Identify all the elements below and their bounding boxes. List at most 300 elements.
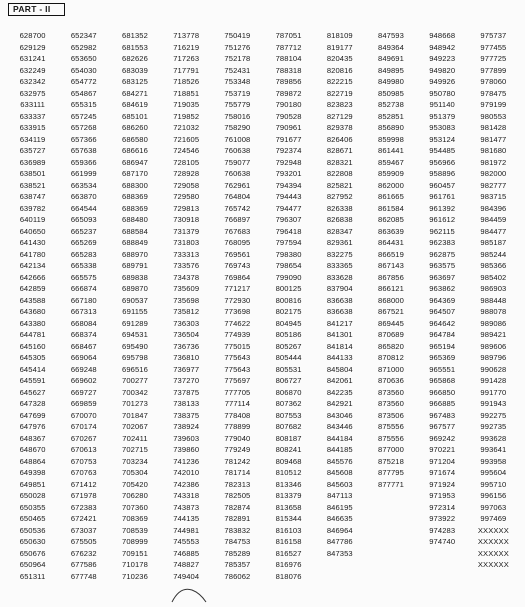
roll-number-cell: 873560 [378,387,404,397]
roll-number-cell: 671978 [70,491,97,500]
roll-number-cell: 769864 [224,272,251,282]
roll-number-cell: 984459 [480,215,507,224]
roll-number-cell: 866121 [378,284,404,293]
roll-number-cell: 792374 [275,146,302,155]
roll-number-cell: 769743 [224,261,251,270]
roll-number-cell: 629129 [19,42,46,52]
roll-number-cell: 833628 [326,272,353,282]
roll-number-cell: 653650 [70,54,97,63]
roll-number-cell: 686947 [122,157,148,167]
roll-number-cell: 665269 [70,238,97,247]
roll-number-cell: 790180 [275,100,302,109]
roll-number-cell: 688369 [122,203,148,213]
roll-number-cell: 670267 [70,433,97,443]
roll-number-cell: 677586 [70,560,97,569]
roll-number-cell: 750419 [224,31,251,40]
roll-number-cell: 650536 [19,525,46,535]
roll-number-cell: 735609 [173,284,200,293]
roll-number-cell: 681553 [122,42,148,52]
roll-number-cell: 665093 [70,215,97,224]
roll-number-cell: 668374 [70,330,97,339]
roll-number-cell: 997469 [480,514,507,523]
roll-number-cell: 686580 [122,134,148,144]
roll-number-cell: 950780 [429,88,456,98]
roll-number-cell: 657638 [70,146,97,155]
roll-number-cell: 748827 [173,560,200,569]
roll-number-cell: 708369 [122,514,148,523]
roll-number-cell: 782313 [224,479,251,489]
roll-number-cell: 875218 [378,456,404,466]
roll-number-cell: 989796 [480,353,507,362]
roll-number-cell: 862085 [378,215,404,224]
roll-number-cell: 738133 [173,399,200,408]
roll-number-cell: 818109 [326,31,353,40]
roll-number-cell: 668467 [70,341,97,351]
roll-number-cell: 961612 [429,215,456,224]
roll-number-cell [314,571,365,583]
roll-number-cell: 787051 [275,31,302,40]
roll-number-cell: 670174 [70,422,97,431]
roll-number-cell: 737270 [173,376,200,385]
roll-number-cell: 689870 [122,284,148,293]
roll-number-cell: 807362 [275,399,302,408]
roll-number-cell: 965868 [429,376,456,385]
roll-number-cell: 816976 [275,560,302,569]
roll-number-cell: 789872 [275,88,302,98]
roll-number-cell: 956966 [429,157,456,167]
roll-number-cell: 657245 [70,111,97,121]
roll-number-cell: 948668 [429,31,456,40]
roll-number-cell: 847593 [378,31,404,40]
roll-number-cell: 964507 [429,307,456,316]
roll-number-cell: 669248 [70,364,97,374]
roll-number-cell: 755779 [224,100,251,109]
roll-number-cell: 991943 [480,399,507,408]
roll-number-cell: 991770 [480,387,507,397]
roll-number-cell: 700342 [122,387,148,397]
roll-number-cell: 762961 [224,180,251,190]
roll-number-cell: 683039 [122,65,148,75]
roll-number-cell: 800816 [275,295,302,305]
roll-number-cell: 768095 [224,238,251,247]
roll-number-cell: 731379 [173,226,200,236]
roll-number-cell: 666874 [70,284,97,293]
roll-number-cell: 778899 [224,422,251,431]
roll-number-cell: 818076 [275,571,302,581]
roll-number-cell: 633915 [19,123,46,132]
roll-number-cell: 870812 [378,353,404,362]
roll-number-cell: 701847 [122,410,148,420]
roll-number-cell: 829378 [326,123,353,132]
roll-number-cell: 659366 [70,157,97,167]
roll-number-cell: 986903 [480,284,507,293]
roll-number-cell: 813379 [275,491,302,500]
roll-number-cell: 859998 [378,134,404,144]
roll-number-cell: 781714 [224,468,251,477]
roll-number-cell: 829361 [326,238,353,247]
roll-number-cell: 875556 [378,422,404,431]
roll-number-cell: 642859 [19,284,46,293]
roll-number-cell: 735698 [173,295,200,305]
roll-number-cell: 954485 [429,146,456,155]
roll-number-cell: 869445 [378,318,404,328]
roll-number-cell: 769561 [224,249,251,259]
roll-number-cell: 856890 [378,123,404,132]
roll-number-cell: 642666 [19,272,46,282]
roll-number-cell: 789856 [275,77,302,86]
roll-number-cell: 734378 [173,272,200,282]
roll-number-cell: 777114 [224,399,251,408]
roll-number-cell: 870689 [378,330,404,339]
roll-number-cell: 707360 [122,502,148,512]
roll-number-cell: 996156 [480,491,507,500]
roll-number-cell: 645591 [19,376,46,385]
roll-number-cell: 675505 [70,537,97,546]
roll-number-cell [365,571,416,583]
roll-number-cell: 652347 [70,31,97,40]
roll-number-cell: 819177 [326,42,353,52]
roll-number-cell: 667180 [70,295,97,305]
roll-number-cell: 758016 [224,111,251,121]
roll-number-cell: 861665 [378,192,404,201]
roll-number-cell: 672421 [70,514,97,523]
roll-number-cell: 844185 [326,445,353,454]
roll-number-cell: 806870 [275,387,302,397]
roll-number-cell: 849364 [378,42,404,52]
roll-number-cell: 650355 [19,502,46,512]
roll-number-cell: 981680 [480,146,507,155]
roll-number-cell: 778408 [224,410,251,420]
roll-number-cell: 794477 [275,203,302,213]
roll-number-cell [468,571,519,583]
roll-number-cell: 993641 [480,445,507,454]
roll-number-cell: 736977 [173,364,200,374]
roll-number-cell: 980553 [480,111,507,121]
roll-number-cell: 775015 [224,341,251,351]
roll-number-cell: 977725 [480,54,507,63]
roll-number-cell: 796307 [275,215,302,224]
roll-number-cell: 963575 [429,261,456,270]
roll-number-cell: 751276 [224,42,251,52]
roll-number-cell: 825821 [326,180,353,190]
roll-number-cell: 779040 [224,433,251,443]
roll-number-cell: 743318 [173,491,200,500]
roll-number-cell: 696516 [122,364,148,374]
roll-number-cell: 989421 [480,330,507,339]
roll-number-cell: 787712 [275,42,302,52]
roll-number-cell: 765742 [224,203,251,213]
roll-number-cell: 966885 [429,399,456,408]
roll-number-cell: 964642 [429,318,456,328]
roll-number-cell [417,559,468,571]
roll-number-cell: 985402 [480,272,507,282]
roll-number-cell: 845608 [326,468,353,477]
roll-number-cell: 965369 [429,353,456,362]
roll-number-cell: 988448 [480,295,507,305]
roll-number-cell: 861584 [378,203,404,213]
roll-number-cell: 729813 [173,203,200,213]
roll-number-cell: 823823 [326,100,353,109]
roll-number-cell: 964369 [429,295,456,305]
roll-number-cell: 742386 [173,479,200,489]
roll-number-cell: 709151 [122,548,148,558]
roll-number-cell: 718526 [173,77,200,86]
roll-number-table [7,30,519,582]
roll-number-cell: 643380 [19,318,46,328]
roll-number-cell: 743873 [173,502,200,512]
roll-number-cell: 651311 [19,571,46,581]
roll-number-cell: 958896 [429,169,456,178]
part-label: PART - II [8,3,65,16]
roll-number-cell: 728928 [173,169,200,178]
roll-number-cell: 961761 [429,192,456,201]
roll-number-cell [365,525,416,537]
roll-number-cell: 684619 [122,100,148,109]
roll-number-cell: 665237 [70,226,97,236]
roll-number-cell: 809468 [275,456,302,466]
roll-number-cell: 992275 [480,410,507,420]
roll-number-cell: 859909 [378,169,404,178]
roll-number-cell [417,548,468,560]
roll-number-cell: 971674 [429,468,456,477]
roll-number-cell: 985187 [480,238,507,247]
roll-number-cell: 953124 [429,134,456,144]
roll-number-cell: 746885 [173,548,200,558]
roll-number-cell: 849980 [378,77,404,86]
roll-number-cell: 845576 [326,456,353,466]
roll-number-cell: 684271 [122,88,148,98]
roll-number-cell: 688369 [122,192,148,201]
roll-number-cell: 647976 [19,422,46,431]
roll-number-cell: 639782 [19,203,46,213]
roll-number-cell: 643680 [19,307,46,316]
roll-number-cell: 638501 [19,169,46,178]
roll-number-cell: 645305 [19,353,46,362]
roll-number-cell: 669064 [70,353,97,362]
roll-number-cell: 992735 [480,422,507,431]
roll-number-cell: 967483 [429,410,456,420]
roll-number-cell: 736810 [173,353,200,362]
roll-number-cell: 685101 [122,111,148,121]
roll-number-cell: 949223 [429,54,456,63]
roll-number-cell: 962875 [429,249,456,259]
roll-number-cell: 837904 [326,284,353,293]
roll-number-cell: 657268 [70,123,97,132]
roll-number-cell: 843046 [326,410,353,420]
roll-number-cell: 790961 [275,123,302,132]
roll-number-cell [365,513,416,525]
roll-number-cell: 790528 [275,111,302,121]
roll-number-cell: 969242 [429,433,456,443]
roll-number-cell: 650676 [19,548,46,558]
roll-number-cell: 966850 [429,387,456,397]
roll-number-cell: 665575 [70,272,97,282]
roll-number-cell: 849691 [378,54,404,63]
roll-number-cell: 650465 [19,514,46,523]
roll-number-cell: 846964 [326,525,353,535]
roll-number-cell [365,490,416,502]
roll-number-cell: 852738 [378,100,404,109]
roll-number-cell: 724546 [173,146,200,155]
roll-number-cell [365,536,416,548]
roll-number-cell: 688849 [122,238,148,247]
roll-number-cell: 827952 [326,192,353,201]
roll-number-cell: 670753 [70,456,97,466]
roll-number-cell: 669602 [70,376,97,385]
roll-number-cell: 816527 [275,548,302,558]
roll-number-cell: 960457 [429,180,456,190]
roll-number-cell: 775697 [224,376,251,385]
roll-number-cell: 633111 [20,100,45,109]
roll-number-cell: 978060 [480,77,507,86]
roll-number-cell: 672383 [70,502,97,512]
roll-number-cell: 689838 [122,272,148,282]
roll-number-cell: 695490 [122,341,148,351]
roll-number-cell: 744981 [173,525,200,535]
roll-number-cell: 706280 [122,491,148,500]
roll-number-cell: 708539 [122,525,148,535]
roll-number-cell: 713778 [173,31,200,40]
roll-number-cell: 827129 [326,111,353,121]
roll-number-cell: 664544 [70,203,97,213]
roll-number-cell: 997063 [480,502,507,512]
roll-number-cell: 867521 [378,307,404,316]
roll-number-cell: 847353 [326,548,353,558]
roll-number-cell: 694531 [122,330,148,339]
roll-number-cell: 971924 [429,479,456,489]
roll-number-cell: 983715 [480,192,507,201]
roll-number-cell: 737875 [173,387,200,397]
roll-number-cell: 648864 [19,456,46,466]
roll-number-cell: 774939 [224,330,251,339]
roll-number-cell: 733576 [173,261,200,270]
roll-number-cell: 797594 [275,238,302,247]
roll-number-cell: 806727 [275,376,302,385]
roll-number-cell: 974283 [429,525,456,535]
roll-number-cell: 965194 [429,341,456,351]
roll-number-cell: 752178 [224,54,251,63]
roll-number-cell: 688970 [122,249,148,259]
roll-number-cell: 867143 [378,261,404,270]
roll-number-cell: 877000 [378,445,404,454]
roll-number-cell: 844133 [326,353,353,362]
roll-number-cell: 798380 [275,249,302,259]
roll-number-cell: 782505 [224,491,251,500]
roll-number-cell: 645160 [19,341,46,351]
roll-number-cell: 705304 [122,468,148,477]
roll-number-cell: 682626 [122,54,148,63]
roll-number-cell: 863639 [378,226,404,236]
roll-number-cell: 641780 [19,249,46,259]
roll-number-cell: 654030 [70,65,97,75]
roll-number-cell: 753719 [224,88,251,98]
roll-number-cell: 632975 [19,88,46,98]
roll-number-cell: 836638 [326,307,353,316]
roll-number-cell: 973922 [429,514,456,523]
roll-number-cell: 805531 [275,364,302,374]
roll-number-cell: 638521 [19,180,46,190]
roll-number-cell: 870636 [378,376,404,385]
roll-number-cell: 689791 [122,261,148,270]
roll-number-cell: 705420 [122,479,148,489]
roll-number-cell: 799090 [275,272,302,282]
roll-number-cell: 721032 [173,123,200,132]
roll-number-cell: 738375 [173,410,200,420]
roll-number-cell: 781242 [224,456,251,466]
roll-number-cell: 977455 [480,42,507,52]
roll-number-cell: 984396 [480,203,507,213]
roll-number-cell: 640650 [19,226,46,236]
roll-number-cell: 828671 [326,146,353,155]
roll-number-cell: 632342 [19,77,46,86]
roll-number-cell: 796418 [275,226,302,236]
roll-number-cell: 802175 [275,307,302,316]
roll-number-cell: 640119 [19,215,46,224]
roll-number-cell: 843446 [326,422,353,431]
roll-number-cell: 766897 [224,215,251,224]
roll-number-cell: 807682 [275,422,302,431]
roll-number-cell: 993958 [480,456,507,466]
roll-number-cell: 719035 [173,100,200,109]
roll-number-cell: 865820 [378,341,404,351]
roll-number-cell [417,571,468,583]
roll-number-cell: 953083 [429,123,456,132]
roll-number-cell: 716219 [173,42,200,52]
roll-number-cell: 962115 [429,226,455,236]
roll-number-cell: 731803 [173,238,200,247]
roll-number-cell: 702411 [122,433,148,443]
roll-number-cell: 978475 [480,88,507,98]
roll-number-cell: 759077 [224,157,251,167]
roll-number-cell: 650630 [19,537,46,546]
roll-number-cell: 681352 [122,31,148,40]
roll-number-cell: 728105 [173,157,200,167]
roll-number-cell: 702715 [122,445,148,454]
roll-number-cell: 828321 [326,157,353,167]
roll-number-cell: 670070 [70,410,97,420]
roll-number-cell: 655315 [70,100,97,109]
roll-number-cell: 691289 [122,318,148,328]
roll-number-cell: 785289 [224,548,251,558]
roll-number-cell: 995604 [480,468,507,477]
roll-number-cell: 979199 [480,100,507,109]
roll-number-cell: 845603 [326,479,353,489]
roll-number-cell: 842921 [326,399,353,408]
roll-number-cell: 648367 [19,433,46,443]
roll-number-cell: 786062 [224,571,251,581]
roll-number-cell: 760638 [224,169,251,178]
roll-number-cell: 788318 [275,65,302,75]
roll-number-cell: 862000 [378,180,404,190]
roll-number-cell: 965551 [429,364,456,374]
roll-number-cell: 661999 [70,169,97,178]
roll-number-cell: 846635 [326,514,353,523]
roll-number-cell: 810512 [275,468,302,477]
roll-number-cell: 845804 [326,364,353,374]
roll-number-cell: 982000 [480,169,507,178]
roll-number-cell: XXXXXX [477,548,509,558]
roll-number-cell: 654867 [70,88,97,98]
roll-number-cell: 782874 [224,502,251,512]
roll-number-cell: 729580 [173,192,200,201]
roll-number-cell: 793201 [275,169,302,178]
roll-number-cell: 832275 [326,249,353,259]
roll-number-cell: 841301 [326,330,353,339]
roll-number-cell: 962383 [429,238,456,247]
roll-number-cell: 816158 [275,537,302,546]
roll-number-cell: 700277 [122,376,148,385]
roll-number-cell: 775643 [224,364,251,374]
